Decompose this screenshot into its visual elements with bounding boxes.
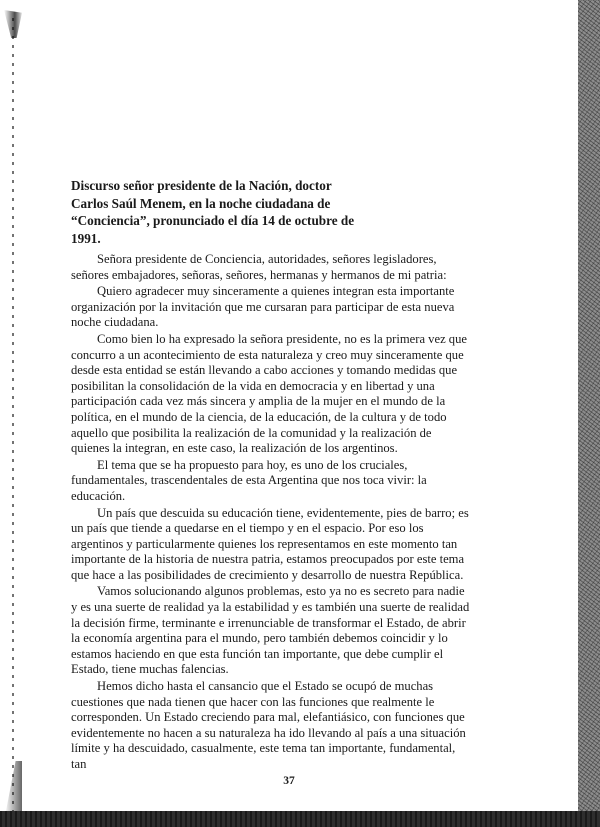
scan-edge-right [578, 0, 600, 827]
paragraph: Un país que descuida su educación tiene, evidentemente, pies de barro; es un país que tiende a quedarse en el tiempo y en el espacio. Por eso los argentinos y particularmente quienes los representamos en este momento tan importante de la historia de nuestra patria, estamos preocupados por este tema que hace a las posibilidades de crecimiento y desarrollo de nuestra República. [71, 505, 469, 582]
paragraph: El tema que se ha propuesto para hoy, es uno de los cruciales, fundamentales, trascendentales de esta Argentina que nos toca vivir: la educación. [71, 457, 427, 503]
paragraph: Señora presidente de Conciencia, autoridades, señores legisladores, señores embajadores, señoras, señores, hermanas y hermanos de mi patria: [71, 252, 447, 282]
paragraph: Vamos solucionando algunos problemas, esto ya no es secreto para nadie y es una suerte de realidad ya la estabilidad y es también una suerte de realidad la decisión firme, terminante e irrenunciable de transformar el Estado, de abrir la economía argentina para el mundo, pero también debemos coincidir y lo estamos haciendo en que esta función tan importante, que debe cumplir el Estado, tiene muchas falencias. [71, 584, 470, 677]
page-number: 37 [283, 775, 295, 787]
scan-binding-edge [12, 18, 14, 818]
scan-edge-bottom [0, 811, 600, 827]
paragraph: Quiero agradecer muy sinceramente a quienes integran esta importante organización por la invitación que me cursaran para participar de esta nueva noche ciudadana. [71, 284, 455, 330]
paragraph: Hemos dicho hasta el cansancio que el Estado se ocupó de muchas cuestiones que nada tienen que hacer con las funciones que realmente le corresponden. Un Estado creciendo para mal, elefantiásico, con funciones que evidentemente no hacen a su naturaleza ha ido llevando al país a una situación límite y ha descuidado, casualmente, este tema tan importante, fundamental, tan [71, 679, 466, 771]
paragraph: Como bien lo ha expresado la señora presidente, no es la primera vez que concurro a un acontecimiento de esta naturaleza y creo muy sinceramente que desde esta entidad se están llevando a cabo acciones y tomando medidas que posibilitan la consolidación de la vida en democracia y en libertad y una participación cada vez más sincera y amplia de la mujer en el mundo de la política, en el mundo de la ciencia, de la educación, de la cultura y de todo aquello que posibilita la realización de la comunidad y la realización de quienes la integran, en este caso, la realización de los argentinos. [71, 331, 467, 456]
speech-body [71, 252, 471, 773]
speech-title: Discurso señor presidente de la Nación, doctor Carlos Saúl Menem, en la noche ciudadana de “Conciencia”, pronunciado el día 14 de octubre de 1991. [71, 178, 355, 246]
